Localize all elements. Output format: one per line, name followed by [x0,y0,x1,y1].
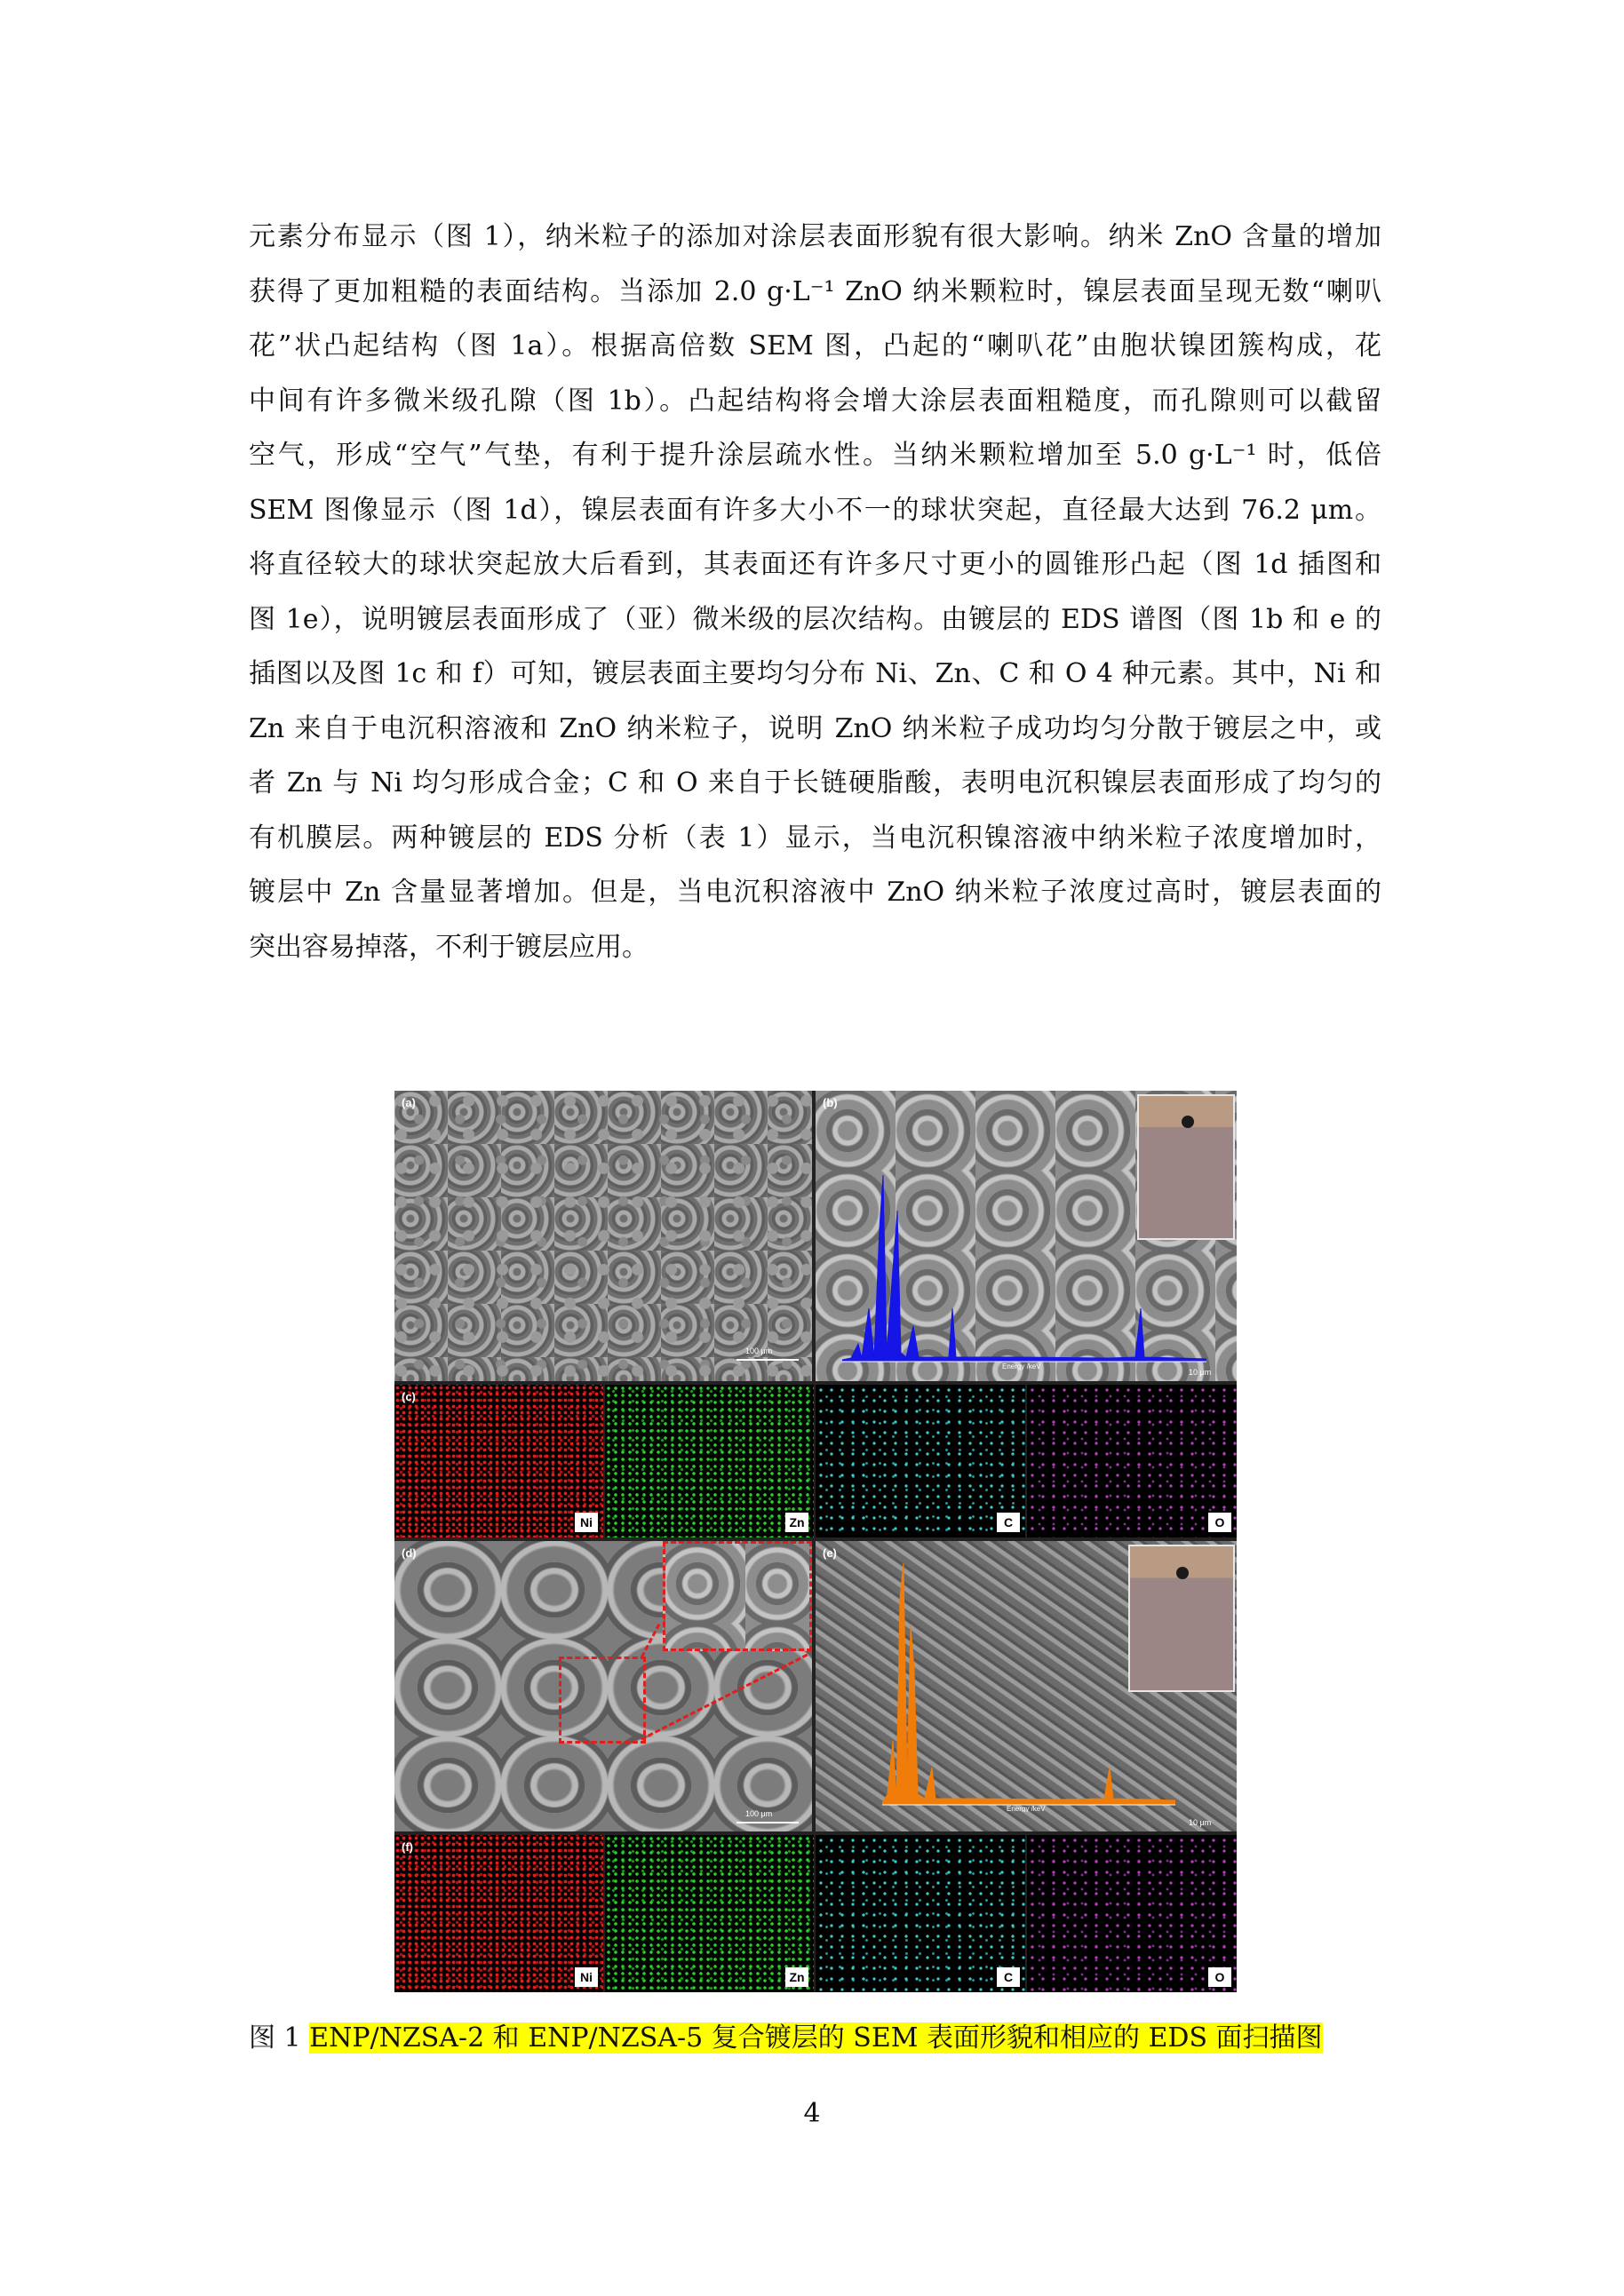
body-line: 图 1e），说明镀层表面形成了（亚）微米级的层次结构。由镀层的 EDS 谱图（图 1b 和 e 的 [249,603,1381,635]
eds-spectrum-e [882,1563,1175,1812]
eds-map-c-c [816,1385,1025,1537]
scale-text-a: 100 μm [745,1347,773,1355]
body-line: 中间有许多微米级孔隙（图 1b）。凸起结构将会增大涂层表面粗糙度，而孔隙则可以截留 [249,385,1381,417]
sem-panel-d [394,1541,812,1831]
figure-caption [249,2016,1323,2061]
body-line: 者 Zn 与 Ni 均匀形成合金；C 和 O 来自于长链硬脂酸，表明电沉积镍层表面形成了均匀的 [249,767,1381,798]
element-label-c: C [997,1513,1020,1532]
eds-spectrum-b [842,1175,1206,1370]
body-line: 花”状凸起结构（图 1a）。根据高倍数 SEM 图，凸起的“喇叭花”由胞状镍团簇构成，花 [249,330,1381,361]
body-line: SEM 图像显示（图 1d），镍层表面有许多大小不一的球状突起，直径最大达到 76.2 μm。 [249,494,1381,526]
zoom-connector-line [641,1654,808,1741]
eds-map-f-c [816,1835,1025,1992]
element-label-c: C [997,1967,1020,1987]
zoom-connector-line [641,1624,660,1657]
panel-label-a: (a) [402,1096,416,1109]
element-label-ni: Ni [575,1967,598,1987]
eds-map-c-zn [605,1385,814,1537]
eds-map-f-o [1027,1835,1237,1992]
body-paragraph [249,210,1381,974]
panel-label-d: (d) [402,1546,417,1560]
panel-label-c: (c) [402,1390,416,1403]
body-line: 获得了更加粗糙的表面结构。当添加 2.0 g·L⁻¹ ZnO 纳米颗粒时，镍层表面呈现无数“喇叭 [249,275,1381,307]
scale-text-b: 10 μm [1189,1368,1212,1377]
eds-spectrum-b-fill [842,1175,1206,1362]
caption-prefix: 图 1 [249,2022,310,2054]
body-line: 镀层中 Zn 含量显著增加。但是，当电沉积溶液中 ZnO 纳米粒子浓度过高时，镀层表面的 [249,877,1381,908]
element-label-o: O [1208,1967,1231,1987]
body-line: 突出容易掉落，不利于镀层应用。 [249,931,649,963]
zoom-inset [663,1541,812,1651]
eds-map-f-zn [605,1835,814,1992]
body-line: 元素分布显示（图 1），纳米粒子的添加对涂层表面形貌有很大影响。纳米 ZnO 含量的增加 [249,221,1381,252]
zoom-source-box [559,1656,646,1744]
scale-text-e: 10 μm [1189,1818,1212,1827]
sem-panel-e [816,1541,1237,1831]
element-label-ni: Ni [575,1513,598,1532]
scale-bar-a [736,1359,799,1361]
eds-map-c-ni [394,1385,603,1537]
eds-map-c-o [1027,1385,1237,1537]
body-line: 将直径较大的球状突起放大后看到，其表面还有许多尺寸更小的圆锥形凸起（图 1d 插图和 [249,549,1381,580]
page-number: 4 [803,2098,821,2129]
caption-text: ENP/NZSA-2 和 ENP/NZSA-5 复合镀层的 SEM 表面形貌和相应的 EDS 面扫描图 [309,2022,1323,2054]
scale-text-d: 100 μm [745,1809,773,1818]
eds-map-f-ni [394,1835,603,1992]
eds-b-xlabel: Energy /keV [1002,1363,1041,1370]
element-label-o: O [1208,1513,1231,1532]
body-line: 插图以及图 1c 和 f）可知，镀层表面主要均匀分布 Ni、Zn、C 和 O 4 种元素。其中，Ni 和 [249,658,1381,689]
body-line: Zn 来自于电沉积溶液和 ZnO 纳米粒子，说明 ZnO 纳米粒子成功均匀分散于镀层之中，或 [249,712,1381,744]
scale-bar-d [736,1822,799,1823]
body-line: 空气，形成“空气”气垫，有利于提升涂层疏水性。当纳米颗粒增加至 5.0 g·L⁻¹ 时，低倍 [249,440,1381,471]
eds-spectrum-e-fill [882,1563,1175,1805]
panel-label-f: (f) [402,1840,413,1854]
element-label-zn: Zn [785,1967,808,1987]
panel-label-e: (e) [823,1546,837,1560]
body-line: 有机膜层。两种镀层的 EDS 分析（表 1）显示，当电沉积镍溶液中纳米粒子浓度增加时， [249,822,1381,854]
element-label-zn: Zn [785,1513,808,1532]
sem-panel-b [816,1091,1237,1381]
eds-e-xlabel: Energy /keV [1007,1805,1046,1812]
figure-1 [394,1091,1237,1992]
panel-label-b: (b) [823,1096,838,1109]
sem-panel-a [394,1091,812,1381]
